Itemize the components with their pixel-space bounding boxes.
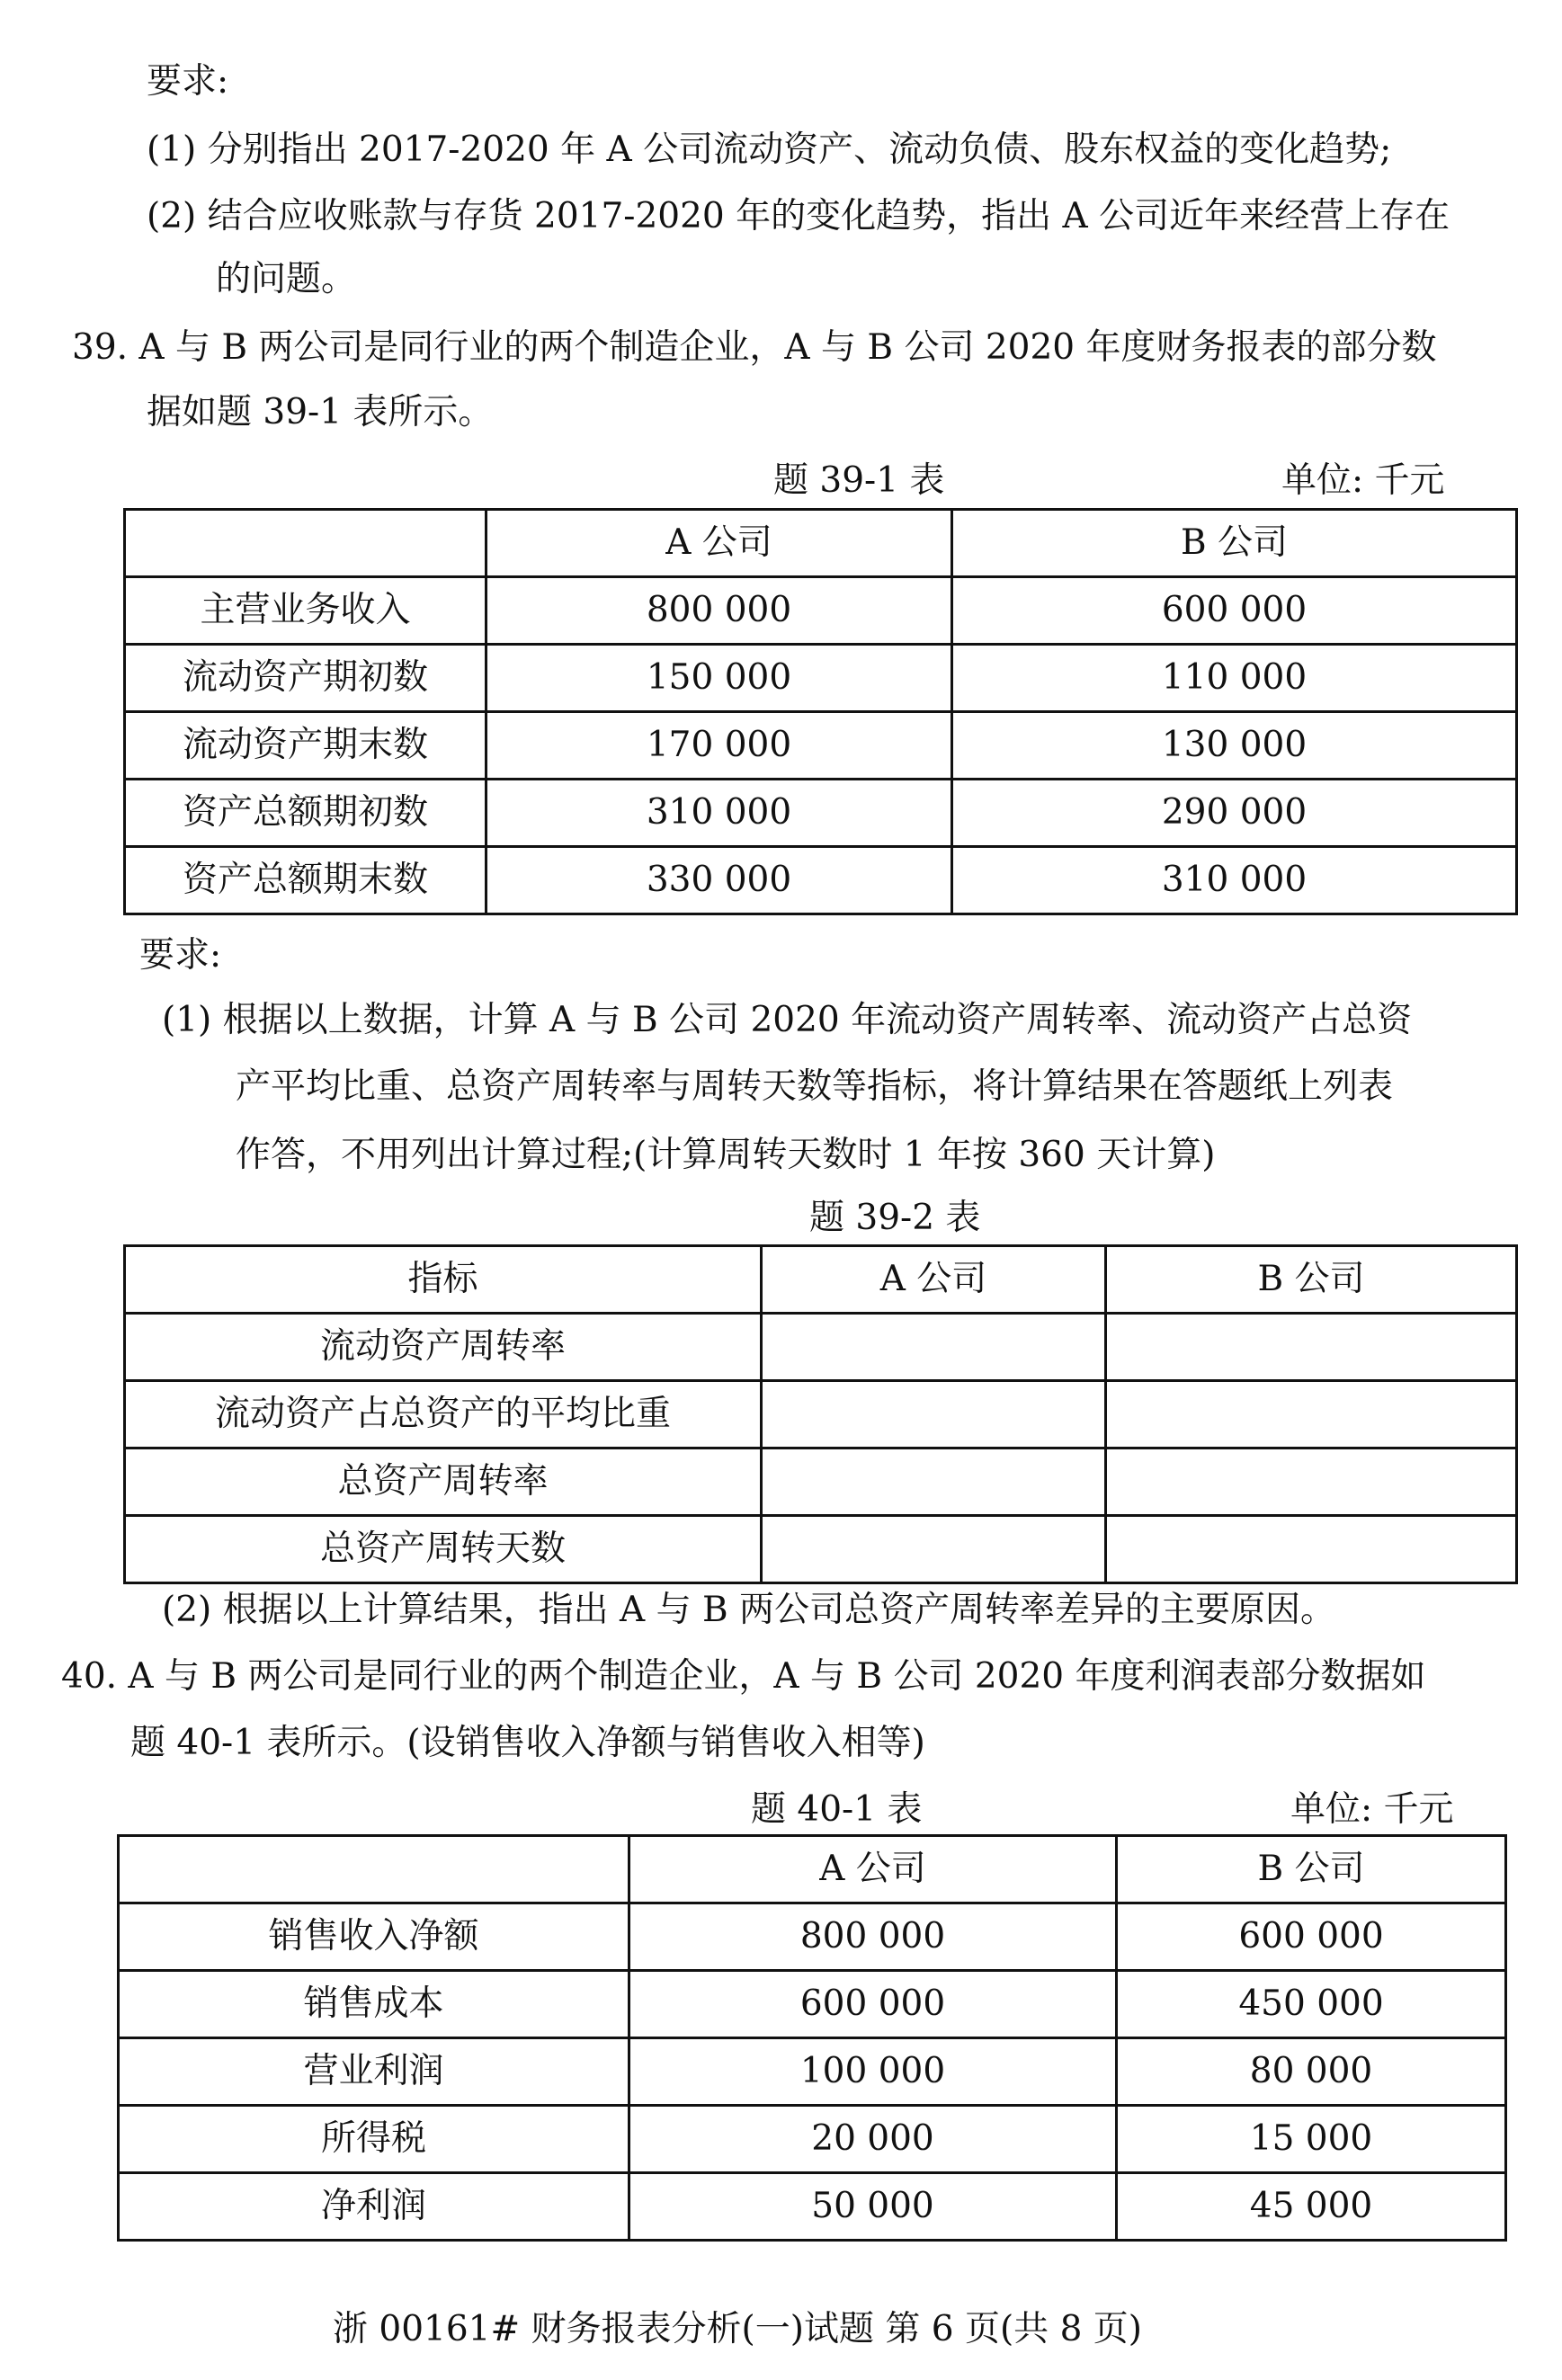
- q39-table1-unit: 单位: 千元: [1281, 460, 1445, 501]
- row-label: 资产总额期初数: [125, 780, 486, 847]
- q39-requirement-1-line1: (1) 根据以上数据，计算 A 与 B 公司 2020 年流动资产周转率、流动资产占总资: [162, 1000, 1413, 1040]
- q40-table: [117, 1834, 1507, 2242]
- table-row: [125, 1381, 1517, 1449]
- q39-table1: [123, 508, 1518, 915]
- table-row: [125, 1314, 1517, 1381]
- value-b: 80 000: [1117, 2038, 1506, 2106]
- value-a: 310 000: [486, 780, 952, 847]
- table-header-row: [125, 510, 1517, 577]
- row-label: 所得税: [119, 2106, 629, 2173]
- value-b: 600 000: [1117, 1903, 1506, 1971]
- header-cell-empty: [119, 1836, 629, 1903]
- value-b: 450 000: [1117, 1971, 1506, 2038]
- table-row: [125, 577, 1517, 645]
- value-a: 50 000: [629, 2173, 1117, 2241]
- q40-text-line1: 40. A 与 B 两公司是同行业的两个制造企业，A 与 B 公司 2020 年度利润表部分数据如: [61, 1656, 1426, 1697]
- header-cell-company-b: B 公司: [1117, 1836, 1506, 1903]
- blank-cell-b: [1106, 1314, 1517, 1381]
- header-cell-company-b: B 公司: [952, 510, 1517, 577]
- q39-table2-caption: 题 39-2 表: [809, 1198, 981, 1238]
- q39-table2: [123, 1244, 1518, 1584]
- blank-cell-b: [1106, 1516, 1517, 1583]
- value-a: 100 000: [629, 2038, 1117, 2106]
- table-row: [125, 780, 1517, 847]
- q40-table-caption: 题 40-1 表: [751, 1789, 923, 1830]
- row-label: 流动资产周转率: [125, 1314, 762, 1381]
- table-header-row: [125, 1246, 1517, 1314]
- blank-cell-a: [762, 1516, 1106, 1583]
- blank-cell-b: [1106, 1449, 1517, 1516]
- value-a: 800 000: [486, 577, 952, 645]
- row-label: 流动资产期末数: [125, 712, 486, 780]
- header-cell-company-b: B 公司: [1106, 1246, 1517, 1314]
- table-row: [119, 2038, 1506, 2106]
- row-label: 总资产周转率: [125, 1449, 762, 1516]
- table-row: [119, 1971, 1506, 2038]
- row-label: 销售收入净额: [119, 1903, 629, 1971]
- value-b: 600 000: [952, 577, 1517, 645]
- header-cell-company-a: A 公司: [629, 1836, 1117, 1903]
- value-a: 600 000: [629, 1971, 1117, 2038]
- header-cell-company-a: A 公司: [486, 510, 952, 577]
- row-label: 销售成本: [119, 1971, 629, 2038]
- value-b: 310 000: [952, 847, 1517, 914]
- blank-cell-a: [762, 1449, 1106, 1516]
- q39-requirement-2: (2) 根据以上计算结果，指出 A 与 B 两公司总资产周转率差异的主要原因。: [162, 1590, 1336, 1630]
- blank-cell-a: [762, 1314, 1106, 1381]
- q38-requirement-label: 要求:: [147, 61, 229, 102]
- value-b: 45 000: [1117, 2173, 1506, 2241]
- row-label: 净利润: [119, 2173, 629, 2241]
- q38-requirement-2-line2: 的问题。: [216, 259, 357, 299]
- table-row: [125, 645, 1517, 712]
- table-row: [119, 2173, 1506, 2241]
- q39-table1-caption: 题 39-1 表: [773, 460, 945, 501]
- table-row: [125, 712, 1517, 780]
- row-label: 资产总额期末数: [125, 847, 486, 914]
- value-b: 290 000: [952, 780, 1517, 847]
- table-header-row: [119, 1836, 1506, 1903]
- row-label: 主营业务收入: [125, 577, 486, 645]
- table-row: [125, 1516, 1517, 1583]
- q39-text-line1: 39. A 与 B 两公司是同行业的两个制造企业，A 与 B 公司 2020 年度财务报表的部分数: [72, 327, 1437, 368]
- value-a: 150 000: [486, 645, 952, 712]
- value-b: 130 000: [952, 712, 1517, 780]
- blank-cell-a: [762, 1381, 1106, 1449]
- q40-text-line2: 题 40-1 表所示。(设销售收入净额与销售收入相等): [130, 1723, 925, 1763]
- header-cell-empty: [125, 510, 486, 577]
- value-a: 800 000: [629, 1903, 1117, 1971]
- q38-requirement-2-line1: (2) 结合应收账款与存货 2017-2020 年的变化趋势，指出 A 公司近年来经营上存在: [147, 196, 1450, 236]
- q39-requirement-1-line2: 产平均比重、总资产周转率与周转天数等指标，将计算结果在答题纸上列表: [236, 1066, 1394, 1107]
- table-row: [125, 1449, 1517, 1516]
- table-row: [125, 847, 1517, 914]
- q38-requirement-1: (1) 分别指出 2017-2020 年 A 公司流动资产、流动负债、股东权益的变化趋势;: [147, 129, 1392, 170]
- q39-requirement-1-line3: 作答，不用列出计算过程;(计算周转天数时 1 年按 360 天计算): [236, 1135, 1216, 1175]
- row-label: 流动资产占总资产的平均比重: [125, 1381, 762, 1449]
- row-label: 流动资产期初数: [125, 645, 486, 712]
- q39-requirement-label: 要求:: [139, 935, 222, 976]
- value-a: 330 000: [486, 847, 952, 914]
- table-row: [119, 2106, 1506, 2173]
- table-row: [119, 1903, 1506, 1971]
- blank-cell-b: [1106, 1381, 1517, 1449]
- q40-table-unit: 单位: 千元: [1290, 1789, 1454, 1830]
- header-cell-company-a: A 公司: [762, 1246, 1106, 1314]
- page-footer: 浙 00161# 财务报表分析(一)试题 第 6 页(共 8 页): [333, 2309, 1143, 2349]
- row-label: 营业利润: [119, 2038, 629, 2106]
- value-a: 170 000: [486, 712, 952, 780]
- value-b: 110 000: [952, 645, 1517, 712]
- value-a: 20 000: [629, 2106, 1117, 2173]
- value-b: 15 000: [1117, 2106, 1506, 2173]
- row-label: 总资产周转天数: [125, 1516, 762, 1583]
- header-cell-indicator: 指标: [125, 1246, 762, 1314]
- q39-text-line2: 据如题 39-1 表所示。: [147, 392, 494, 432]
